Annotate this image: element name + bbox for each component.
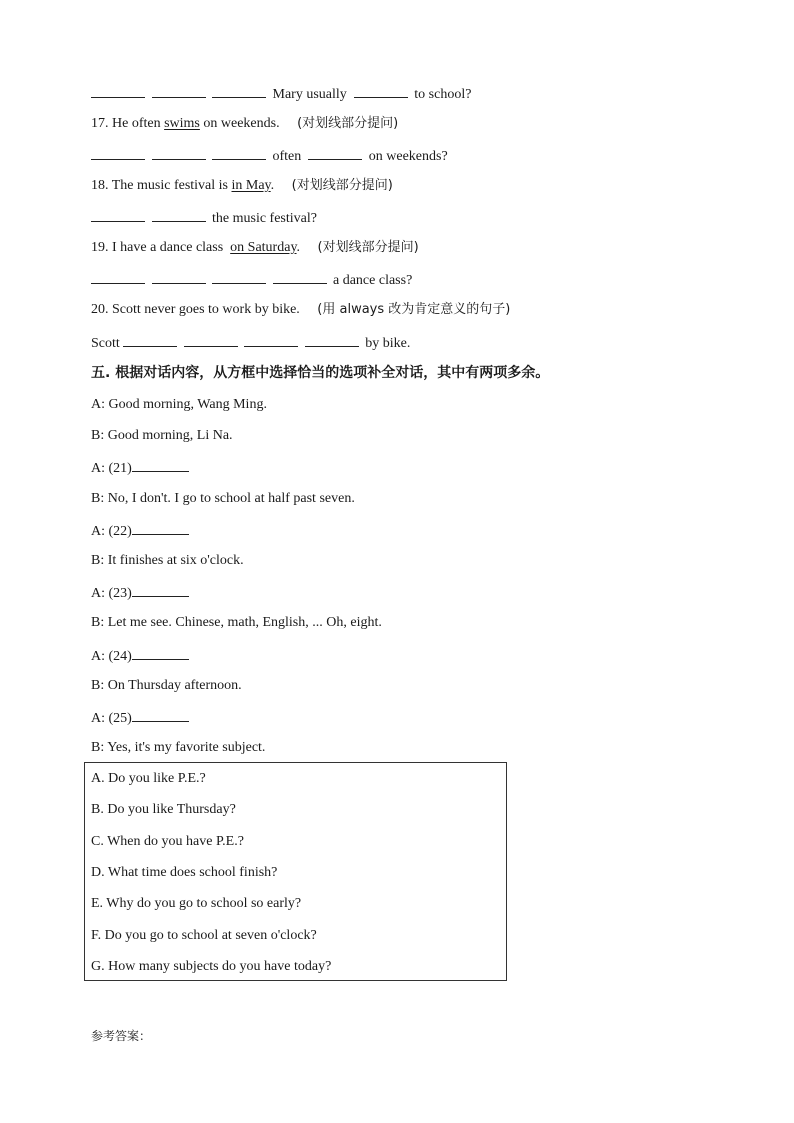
dialogue-text: It finishes at six o'clock. xyxy=(107,553,244,568)
option-item: A. Do you like P.E.? xyxy=(91,771,206,786)
reference-answers-label: 参考答案： xyxy=(91,1029,152,1043)
speaker-label: A: xyxy=(91,397,105,412)
answer-blank[interactable] xyxy=(91,270,145,284)
answer-text: often xyxy=(272,149,302,164)
instruction-note: (对划线部分提问) xyxy=(317,240,419,255)
underlined-word: swims xyxy=(164,116,200,131)
dialogue-answer-blank[interactable] xyxy=(132,583,189,597)
option-item: B. Do you like Thursday? xyxy=(91,802,236,817)
q16-answer-line xyxy=(91,84,471,104)
speaker-label: B: xyxy=(91,615,105,630)
answer-blank[interactable] xyxy=(152,208,206,222)
answer-blank[interactable] xyxy=(152,146,206,160)
answer-blank[interactable] xyxy=(91,208,145,222)
dialogue-text: Good morning, Li Na. xyxy=(107,428,233,443)
instruction-note: (对划线部分提问) xyxy=(291,178,393,193)
dialogue-line xyxy=(91,521,189,541)
dialogue-line xyxy=(91,490,355,508)
speaker-label: A: xyxy=(91,461,105,476)
speaker-label: A: xyxy=(91,711,105,726)
question-text: 18. The music festival is xyxy=(91,178,228,193)
q20-answer-line xyxy=(91,333,410,353)
instruction-note: (对划线部分提问) xyxy=(297,116,399,131)
dialogue-line xyxy=(91,614,382,632)
answer-blank[interactable] xyxy=(212,146,266,160)
option-item: G. How many subjects do you have today? xyxy=(91,959,332,974)
underlined-word: in May xyxy=(231,178,271,193)
answer-text: Scott xyxy=(91,336,120,351)
dialogue-line xyxy=(91,552,244,570)
answer-blank[interactable] xyxy=(91,84,145,98)
q17-question xyxy=(91,115,398,133)
dialogue-answer-blank[interactable] xyxy=(132,521,189,535)
question-text: . xyxy=(296,240,301,255)
dialogue-text: (22) xyxy=(108,524,132,539)
option-item: F. Do you go to school at seven o'clock? xyxy=(91,928,317,943)
q17-answer-line xyxy=(91,146,448,166)
dialogue-answer-blank[interactable] xyxy=(132,458,189,472)
dialogue-line xyxy=(91,458,189,478)
question-text: on weekends. xyxy=(203,116,280,131)
question-text: 20. Scott never goes to work by bike. xyxy=(91,302,300,317)
dialogue-text: Let me see. Chinese, math, English, ... Oh, eight. xyxy=(107,615,382,630)
answer-blank[interactable] xyxy=(244,333,298,347)
q16-text-end: to school? xyxy=(414,87,472,102)
speaker-label: B: xyxy=(91,678,105,693)
option-item: E. Why do you go to school so early? xyxy=(91,896,302,911)
dialogue-answer-blank[interactable] xyxy=(132,646,189,660)
question-text: 19. I have a dance class xyxy=(91,240,224,255)
answer-blank[interactable] xyxy=(305,333,359,347)
q19-question xyxy=(91,239,419,257)
answer-blank[interactable] xyxy=(212,84,266,98)
question-text: 17. He often xyxy=(91,116,161,131)
section-heading: 五. 根据对话内容，从方框中选择恰当的选项补全对话，其中有两项多余。 xyxy=(91,365,550,381)
option-item: C. When do you have P.E.? xyxy=(91,834,244,849)
answer-blank[interactable] xyxy=(308,146,362,160)
answer-text: on weekends? xyxy=(368,149,448,164)
dialogue-line xyxy=(91,396,267,414)
answer-blank[interactable] xyxy=(212,270,266,284)
answer-blank[interactable] xyxy=(354,84,408,98)
speaker-label: A: xyxy=(91,649,105,664)
q16-text: Mary usually xyxy=(272,87,347,102)
q18-question xyxy=(91,177,393,195)
dialogue-answer-blank[interactable] xyxy=(132,708,189,722)
option-item: D. What time does school finish? xyxy=(91,865,278,880)
answer-blank[interactable] xyxy=(184,333,238,347)
speaker-label: B: xyxy=(91,491,105,506)
dialogue-line xyxy=(91,708,189,728)
q19-answer-line xyxy=(91,270,412,290)
dialogue-line xyxy=(91,739,265,757)
underlined-word: on Saturday xyxy=(230,240,297,255)
dialogue-text: On Thursday afternoon. xyxy=(107,678,242,693)
dialogue-text: Good morning, Wang Ming. xyxy=(108,397,267,412)
answer-blank[interactable] xyxy=(152,84,206,98)
dialogue-line xyxy=(91,677,242,695)
answer-blank[interactable] xyxy=(152,270,206,284)
dialogue-line xyxy=(91,427,233,445)
q18-answer-line xyxy=(91,208,317,228)
speaker-label: A: xyxy=(91,586,105,601)
answer-text: by bike. xyxy=(365,336,411,351)
question-text: . xyxy=(270,178,275,193)
q20-question xyxy=(91,301,510,319)
dialogue-text: (24) xyxy=(108,649,132,664)
dialogue-line xyxy=(91,583,189,603)
dialogue-text: Yes, it's my favorite subject. xyxy=(107,740,266,755)
answer-text: the music festival? xyxy=(212,211,317,226)
instruction-note: (用 always 改为肯定意义的句子) xyxy=(317,302,511,317)
answer-blank[interactable] xyxy=(91,146,145,160)
speaker-label: B: xyxy=(91,553,105,568)
speaker-label: A: xyxy=(91,524,105,539)
dialogue-text: (23) xyxy=(108,586,132,601)
speaker-label: B: xyxy=(91,740,105,755)
dialogue-text: (25) xyxy=(108,711,132,726)
speaker-label: B: xyxy=(91,428,105,443)
dialogue-text: (21) xyxy=(108,461,132,476)
answer-blank[interactable] xyxy=(123,333,177,347)
dialogue-line xyxy=(91,646,189,666)
dialogue-text: No, I don't. I go to school at half past seven. xyxy=(107,491,355,506)
answer-blank[interactable] xyxy=(273,270,327,284)
answer-text: a dance class? xyxy=(333,273,413,288)
